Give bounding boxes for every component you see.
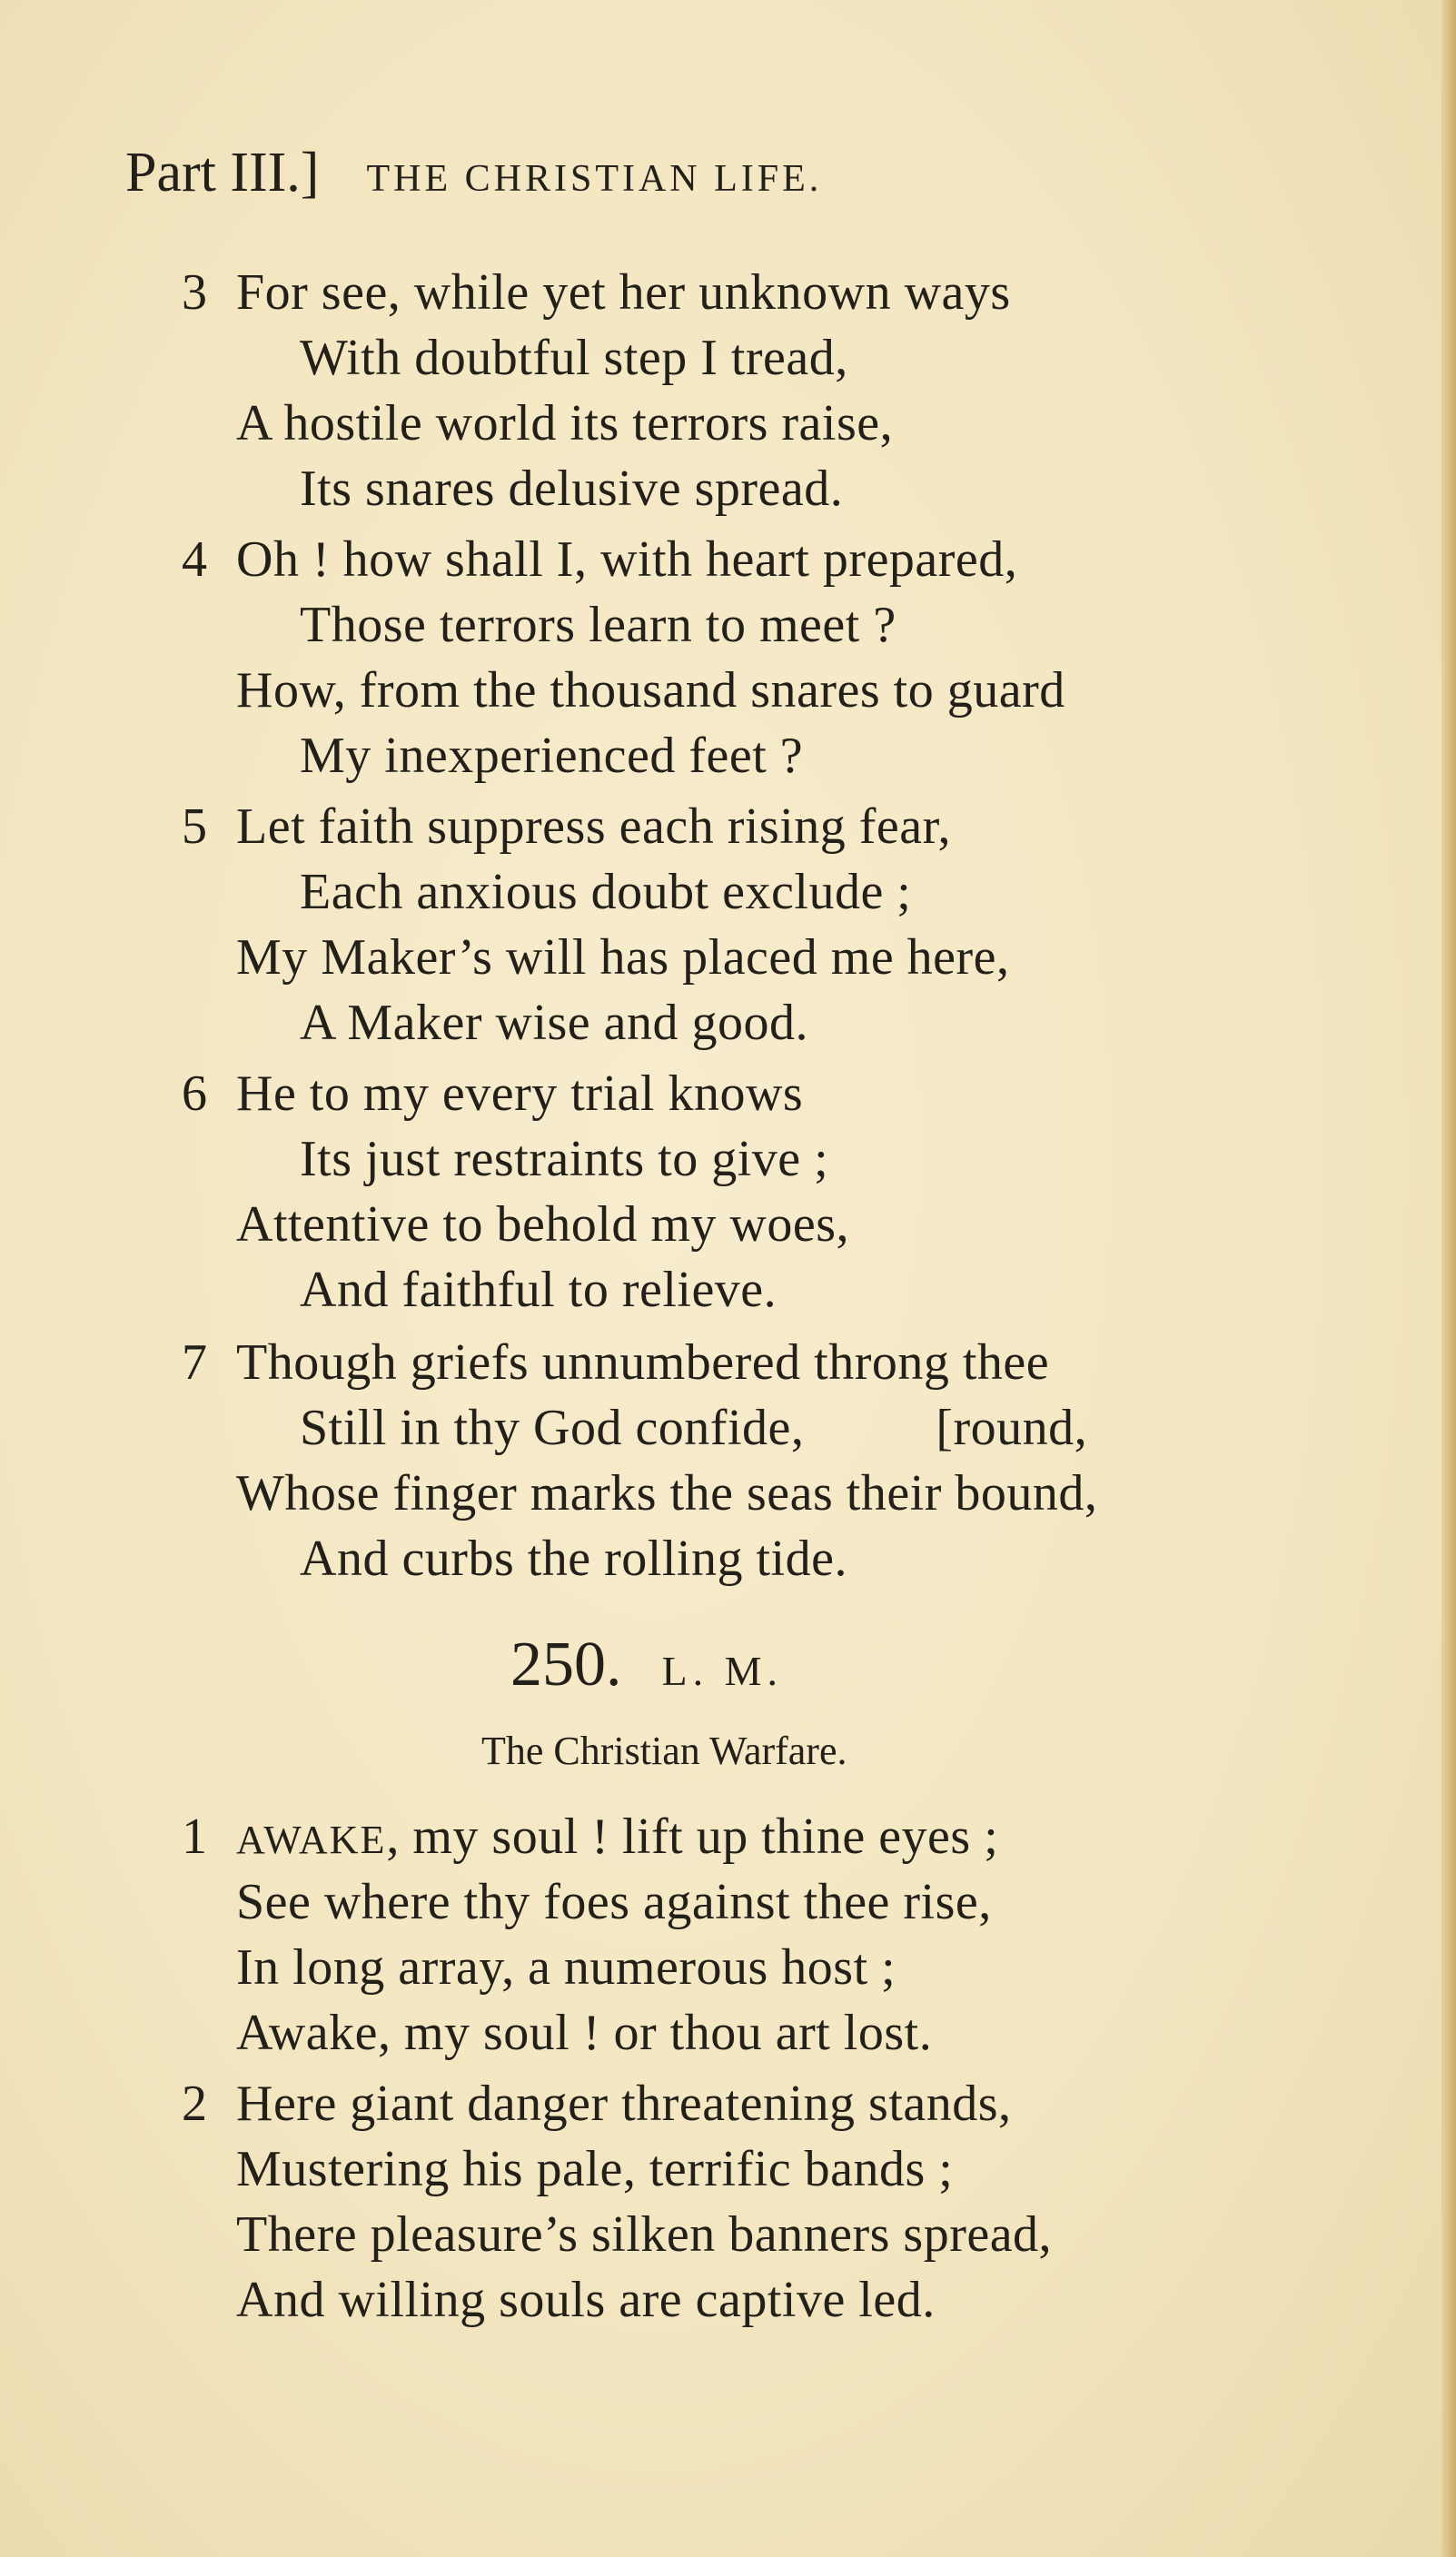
stanza-line: My inexperienced feet ? <box>300 728 804 784</box>
stanza-line: And willing souls are captive led. <box>236 2272 936 2328</box>
stanza-line: 6 He to my every trial knows <box>182 1061 849 1126</box>
stanza-line: Attentive to behold my woes, <box>236 1196 850 1253</box>
stanza-line: My Maker’s will has placed me here, <box>236 929 1010 986</box>
stanza-7 <box>182 1330 1097 1591</box>
stanza-number: 6 <box>182 1065 208 1122</box>
stanza-line: Whose finger marks the seas their bound, <box>236 1465 1098 1521</box>
stanza-line: 4 Oh ! how shall I, with heart prepared, <box>182 527 1065 592</box>
stanza-line: With doubtful step I tread, <box>300 330 848 386</box>
stanza-line: How, from the thousand snares to guard <box>236 662 1065 719</box>
stanza-line: Awake, my soul ! or thou art lost. <box>236 2005 933 2061</box>
running-head <box>125 136 822 215</box>
stanza-line: Mustering his pale, terrific bands ; <box>236 2141 954 2197</box>
stanza-line: See where thy foes against thee rise, <box>236 1874 992 1930</box>
part-label: Part III.] <box>125 142 320 203</box>
stanza-line: 5 Let faith suppress each rising fear, <box>182 794 1010 859</box>
stanza-line: 7 Though griefs unnumbered throng thee <box>182 1330 1097 1395</box>
hymn-subtitle: The Christian Warfare. <box>481 1729 847 1773</box>
stanza-number: 7 <box>182 1334 208 1391</box>
stanza-line: And faithful to relieve. <box>300 1262 778 1318</box>
stanza-number: 5 <box>182 798 208 855</box>
stanza-4 <box>182 527 1065 788</box>
hymn-heading <box>510 1624 783 1712</box>
page-edge <box>1441 0 1456 2557</box>
stanza-line: And curbs the rolling tide. <box>300 1531 847 1587</box>
stanza-3 <box>182 260 1011 521</box>
running-title: THE CHRISTIAN LIFE. <box>366 158 823 200</box>
stanza-number: 2 <box>182 2076 208 2132</box>
stanza-number: 4 <box>182 531 208 588</box>
stanza-6 <box>182 1061 849 1323</box>
hymn-number: 250. <box>510 1630 622 1700</box>
stanza-line: Still in thy God confide, [round, <box>300 1400 1088 1456</box>
stanza-line: In long array, a numerous host ; <box>236 1939 896 1996</box>
stanza-line: A Maker wise and good. <box>300 995 809 1051</box>
stanza-line: 3 For see, while yet her unknown ways <box>182 260 1011 325</box>
stanza-line: Its snares delusive spread. <box>300 461 844 517</box>
stanza-line: 1 AWAKE, my soul ! lift up thine eyes ; <box>182 1804 998 1869</box>
stanza-line: Its just restraints to give ; <box>300 1131 829 1187</box>
hymn-stanza-1 <box>182 1804 998 2066</box>
stanza-line: 2 Here giant danger threatening stands, <box>182 2071 1052 2136</box>
stanza-number: 1 <box>182 1809 208 1865</box>
stanza-line: Each anxious doubt exclude ; <box>300 864 912 920</box>
stanza-line: There pleasure’s silken banners spread, <box>236 2206 1053 2263</box>
hymn-meter: L. M. <box>661 1648 783 1694</box>
stanza-number: 3 <box>182 264 208 321</box>
stanza-line: A hostile world its terrors raise, <box>236 395 894 451</box>
stanza-line: Those terrors learn to meet ? <box>300 597 896 653</box>
hymn-stanza-2 <box>182 2071 1052 2333</box>
first-word: AWAKE <box>236 1818 387 1862</box>
stanza-5 <box>182 794 1010 1056</box>
